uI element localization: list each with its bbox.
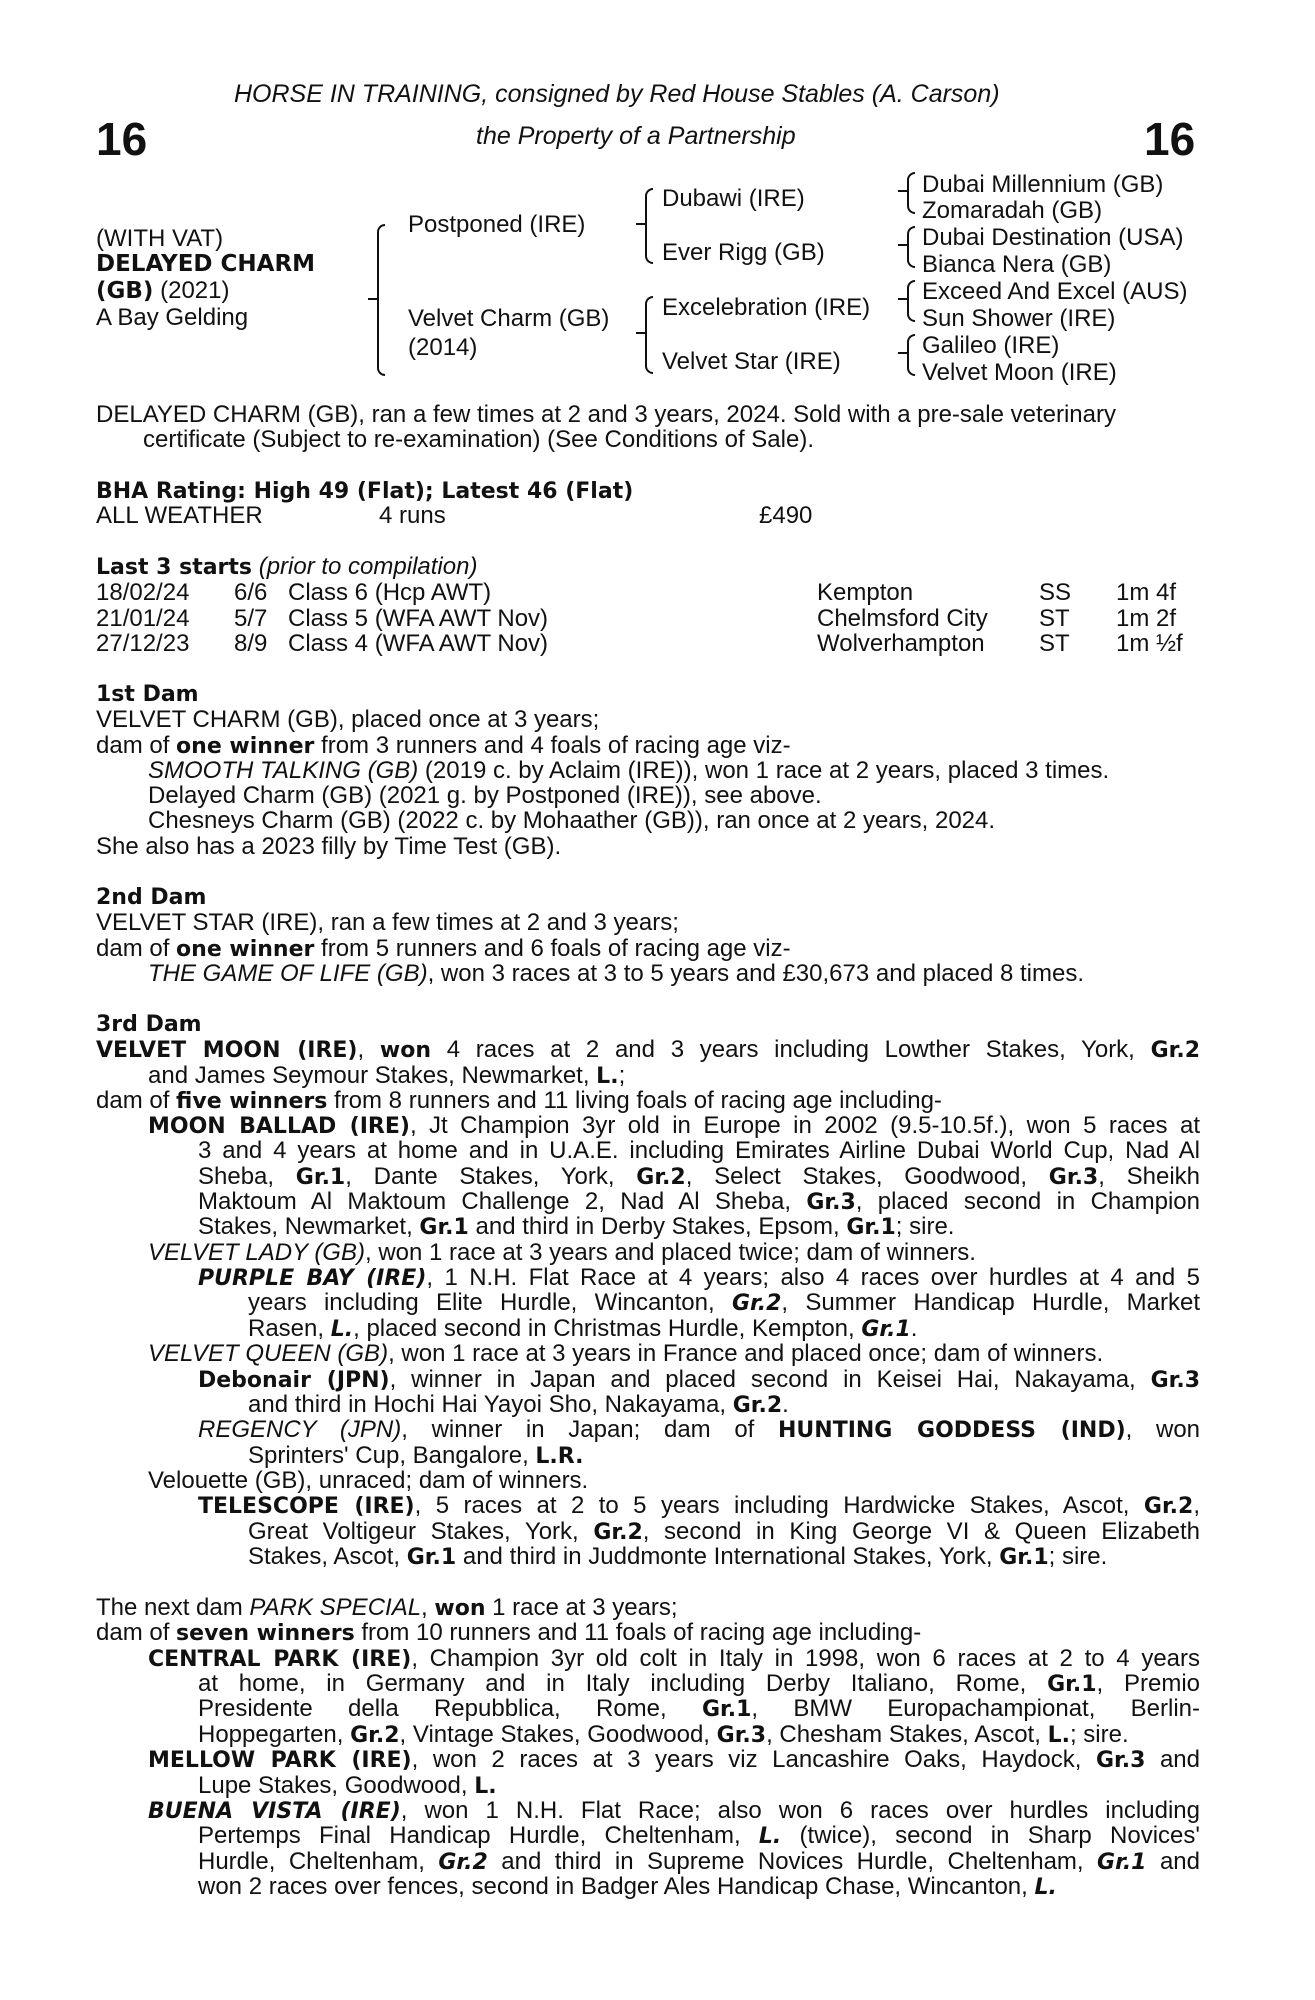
second-dam-heading: 2nd Dam [96, 885, 207, 910]
summary-line-1: DELAYED CHARM (GB), ran a few times at 2 and 3 years, 2024. Sold with a pre-sale veterinary [96, 401, 1116, 428]
pedigree-dds: Galileo (IRE) [922, 332, 1060, 359]
rating-earnings: £490 [759, 502, 813, 529]
summary-line-2: certificate (Subject to re-examination) (See Conditions of Sale). [143, 426, 814, 453]
buena-vista-line-3: Hurdle, Cheltenham, Gr.2 and third in Supreme Novices Hurdle, Cheltenham, Gr.1 and [198, 1848, 1200, 1875]
horse-description: A Bay Gelding [96, 304, 249, 331]
last-starts-note: (prior to compilation) [252, 553, 478, 580]
horse-name: DELAYED CHARM [96, 251, 316, 277]
horse-origin: (GB) [96, 278, 154, 304]
lot-number-right: 16 [1144, 113, 1196, 165]
central-park-line-2: at home, in Germany and in Italy including Derby Italiano, Rome, Gr.1, Premio [198, 1670, 1200, 1697]
third-dam-heading: 3rd Dam [96, 1012, 202, 1037]
start-distance: 1m 2f [1116, 605, 1177, 632]
start-position: 6/6 [234, 579, 268, 606]
telescope-line-1: TELESCOPE (IRE), 5 races at 2 to 5 years including Hardwicke Stakes, Ascot, Gr.2, [198, 1492, 1200, 1519]
velvet-lady-line: VELVET LADY (GB), won 1 race at 3 years and placed twice; dam of winners. [148, 1239, 976, 1266]
moon-ballad-line-3: Sheba, Gr.1, Dante Stakes, York, Gr.2, Select Stakes, Goodwood, Gr.3, Sheikh [198, 1163, 1201, 1190]
start-date: 18/02/24 [96, 579, 190, 606]
first-dam-heading: 1st Dam [96, 682, 199, 707]
central-park-line-4: Hoppegarten, Gr.2, Vintage Stakes, Goodwood, Gr.3, Chesham Stakes, Ascot, L.; sire. [198, 1721, 1129, 1748]
horse-origin-year [96, 278, 229, 304]
regency-line-1: REGENCY (JPN), winner in Japan; dam of HUNTING GODDESS (IND), won [198, 1416, 1201, 1443]
pedigree-dsd: Sun Shower (IRE) [922, 305, 1116, 332]
start-distance: 1m 4f [1116, 579, 1177, 606]
debonair-line-2: and third in Hochi Hai Yayoi Sho, Nakayama, Gr.2. [248, 1391, 789, 1418]
velouette-line: Velouette (GB), unraced; dam of winners. [148, 1467, 589, 1494]
second-dam-produce-1: THE GAME OF LIFE (GB), won 3 races at 3 to 5 years and £30,673 and placed 8 times. [148, 960, 1085, 987]
buena-vista-line-4: won 2 races over fences, second in Badger Ales Handicap Chase, Wincanton, L. [198, 1873, 1057, 1900]
first-dam-produce-3: Chesneys Charm (GB) (2022 c. by Mohaather (GB)), ran once at 2 years, 2024. [148, 807, 996, 834]
start-race: Class 4 (WFA AWT Nov) [288, 630, 549, 657]
pedigree-dam-dam: Velvet Star (IRE) [662, 348, 841, 375]
purple-bay-line-1: PURPLE BAY (IRE), 1 N.H. Flat Race at 4 years; also 4 races over hurdles at 4 and 5 [198, 1264, 1200, 1291]
start-going: SS [1039, 579, 1072, 606]
pedigree-dam: Velvet Charm (GB) [408, 305, 610, 332]
third-dam-line-2: and James Seymour Stakes, Newmarket, L.; [148, 1062, 626, 1089]
start-date: 21/01/24 [96, 605, 190, 632]
purple-bay-line-2: years including Elite Hurdle, Wincanton, Gr.2, Summer Handicap Hurdle, Market [248, 1289, 1201, 1316]
pedigree-sire-dam: Ever Rigg (GB) [662, 239, 825, 266]
start-race: Class 5 (WFA AWT Nov) [288, 605, 549, 632]
start-position: 5/7 [234, 605, 268, 632]
central-park-line-3: Presidente della Repubblica, Rome, Gr.1, BMW Europachampionat, Berlin- [198, 1695, 1200, 1722]
moon-ballad-line-4: Maktoum Al Maktoum Challenge 2, Nad Al Sheba, Gr.3, placed second in Champion [198, 1188, 1200, 1215]
buena-vista-line-1: BUENA VISTA (IRE), won 1 N.H. Flat Race; also won 6 races over hurdles including [148, 1797, 1200, 1824]
next-dam-line-1: The next dam PARK SPECIAL, won 1 race at 3 years; [96, 1594, 678, 1621]
central-park-line-1: CENTRAL PARK (IRE), Champion 3yr old colt in Italy in 1998, won 6 races at 2 to 4 years [148, 1645, 1201, 1672]
start-course: Wolverhampton [817, 630, 985, 657]
moon-ballad-line-2: 3 and 4 years at home and in U.A.E. including Emirates Airline Dubai World Cup, Nad Al [198, 1137, 1200, 1164]
last-starts-heading [96, 554, 477, 580]
next-dam-line-2: dam of seven winners from 10 runners and 11 foals of racing age including- [96, 1619, 922, 1646]
pedigree-ddd: Velvet Moon (IRE) [922, 359, 1117, 386]
start-going: ST [1039, 630, 1070, 657]
telescope-line-3: Stakes, Ascot, Gr.1 and third in Juddmonte International Stakes, York, Gr.1; sire. [248, 1543, 1108, 1570]
page-subheading: the Property of a Partnership [476, 122, 796, 150]
start-race: Class 6 (Hcp AWT) [288, 579, 492, 606]
pedigree-dss: Exceed And Excel (AUS) [922, 278, 1188, 305]
moon-ballad-line-5: Stakes, Newmarket, Gr.1 and third in Derby Stakes, Epsom, Gr.1; sire. [198, 1213, 955, 1240]
third-dam-line-1: VELVET MOON (IRE), won 4 races at 2 and 3 years including Lowther Stakes, York, Gr.2 [96, 1036, 1201, 1063]
pedigree-sdd: Bianca Nera (GB) [922, 251, 1112, 278]
vat-label: (WITH VAT) [96, 225, 224, 252]
purple-bay-line-3: Rasen, L., placed second in Christmas Hurdle, Kempton, Gr.1. [248, 1315, 918, 1342]
horse-year: (2021) [153, 277, 230, 304]
first-dam-produce-1: SMOOTH TALKING (GB) (2019 c. by Aclaim (IRE)), won 1 race at 2 years, placed 3 times. [148, 757, 1110, 784]
second-dam-line-1: VELVET STAR (IRE), ran a few times at 2 and 3 years; [96, 909, 679, 936]
start-course: Kempton [817, 579, 914, 606]
first-dam-line-6: She also has a 2023 filly by Time Test (GB). [96, 833, 562, 860]
pedigree-dam-year: (2014) [408, 334, 478, 361]
bha-rating: BHA Rating: High 49 (Flat); Latest 46 (Flat) [96, 479, 634, 504]
start-position: 8/9 [234, 630, 268, 657]
rating-surface: ALL WEATHER [96, 502, 263, 529]
page-heading: HORSE IN TRAINING, consigned by Red House Stables (A. Carson) [234, 80, 1000, 108]
regency-line-2: Sprinters' Cup, Bangalore, L.R. [248, 1442, 584, 1469]
pedigree-ssd: Zomaradah (GB) [922, 197, 1103, 224]
moon-ballad-line-1: MOON BALLAD (IRE), Jt Champion 3yr old in Europe in 2002 (9.5-10.5f.), won 5 races at [148, 1112, 1200, 1139]
start-course: Chelmsford City [817, 605, 988, 632]
pedigree-dam-sire: Excelebration (IRE) [662, 294, 871, 321]
rating-runs: 4 runs [379, 502, 446, 529]
telescope-line-2: Great Voltigeur Stakes, York, Gr.2, second in King George VI & Queen Elizabeth [248, 1518, 1201, 1545]
debonair-line-1: Debonair (JPN), winner in Japan and placed second in Keisei Hai, Nakayama, Gr.3 [198, 1366, 1200, 1393]
last-starts-title: Last 3 starts [96, 555, 253, 580]
mellow-park-line-2: Lupe Stakes, Goodwood, L. [198, 1772, 497, 1799]
start-going: ST [1039, 605, 1070, 632]
velvet-queen-line: VELVET QUEEN (GB), won 1 race at 3 years in France and placed once; dam of winners. [148, 1340, 1104, 1367]
start-date: 27/12/23 [96, 630, 190, 657]
buena-vista-line-2: Pertemps Final Handicap Hurdle, Cheltenham, L. (twice), second in Sharp Novices' [198, 1822, 1200, 1849]
pedigree-sire-sire: Dubawi (IRE) [662, 185, 805, 212]
first-dam-produce-2: Delayed Charm (GB) (2021 g. by Postponed (IRE)), see above. [148, 782, 822, 809]
first-dam-line-2: dam of one winner from 3 runners and 4 foals of racing age viz- [96, 732, 791, 759]
mellow-park-line-1: MELLOW PARK (IRE), won 2 races at 3 years viz Lancashire Oaks, Haydock, Gr.3 and [148, 1746, 1201, 1773]
pedigree-sds: Dubai Destination (USA) [922, 224, 1184, 251]
second-dam-line-2: dam of one winner from 5 runners and 6 foals of racing age viz- [96, 935, 791, 962]
start-distance: 1m ½f [1116, 630, 1183, 657]
third-dam-line-3: dam of five winners from 8 runners and 11 living foals of racing age including- [96, 1087, 942, 1114]
lot-number-left: 16 [96, 113, 148, 165]
pedigree-sire: Postponed (IRE) [408, 211, 586, 238]
pedigree-sss: Dubai Millennium (GB) [922, 171, 1164, 198]
first-dam-line-1: VELVET CHARM (GB), placed once at 3 years; [96, 706, 600, 733]
